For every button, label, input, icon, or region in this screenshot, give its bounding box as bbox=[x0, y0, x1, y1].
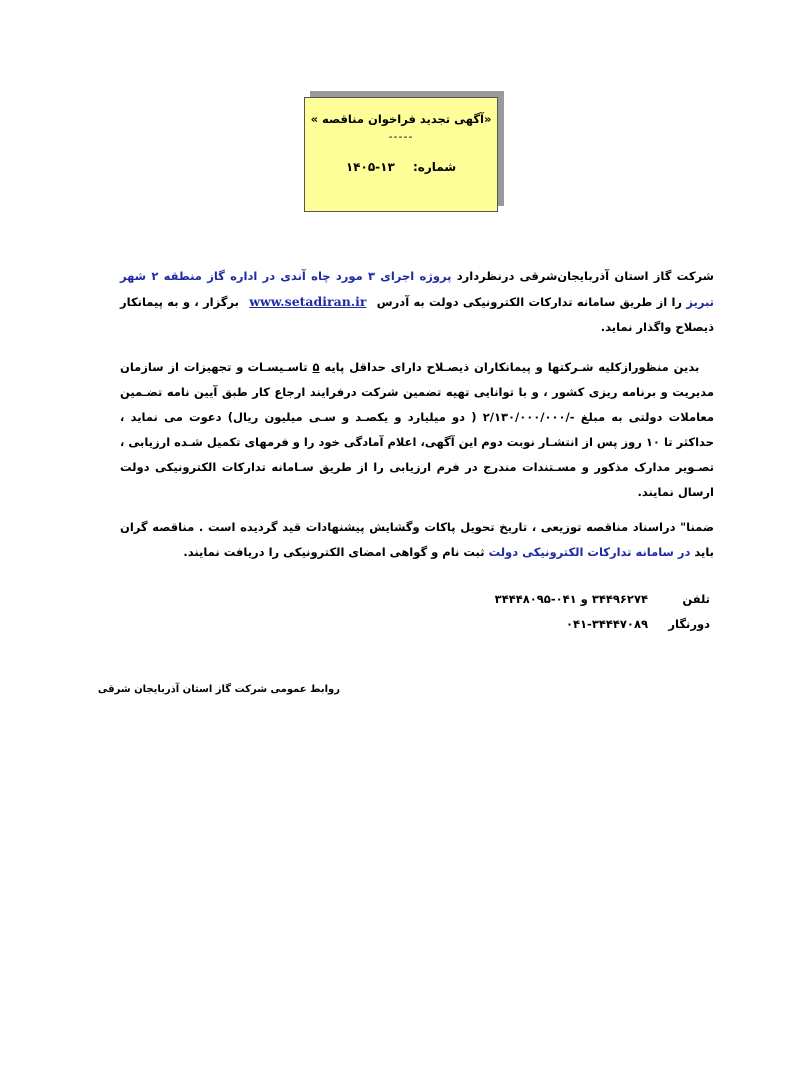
invitation-text-2: تاسـیسـات و تجهیزات از سازمان مدیریت و برنامه ریزی کشور ، و با توانایی تهیه تضمین شرکت درفرایند ارجاع کار طبق آیین نامه تضـمین معاملات دولتی به مبلغ -/۲/۱۳۰/۰۰۰/۰۰۰ ( دو میلیارد و یکصـد و سـی میلیون ریال) دعوت می نماید ، حداکثر تا ۱۰ روز پس از انتشـار نوبت دوم این آگهی، اعلام آمادگی خود را و فرمهای تکمیل شـده ارزیابی ، تصـویر مدارک مذکور و مسـتندات مندرج در فرم ارزیابی را از طریق سـامانه تدارکات الکترونیکی دولت ارسال نمایند. bbox=[120, 360, 715, 499]
fax-value: ۰۴۱-۳۴۴۴۷۰۸۹ bbox=[566, 617, 648, 631]
intro-text-3: برگزار ، و به پیمانکار ذیصلاح واگذار نماید. bbox=[120, 295, 714, 334]
intro-text-1: شرکت گاز استان آذربایجان‌شرقی درنظردارد bbox=[456, 269, 714, 283]
notice-number-label: شماره: bbox=[412, 160, 457, 174]
public-relations-footer: روابط عمومی شرکت گاز استان آذربایجان شرقی bbox=[97, 684, 340, 695]
registration-text-2: ثبت نام و گواهی امضای الکترونیکی را دریافت نمایند. bbox=[183, 545, 485, 559]
e-procurement-system: در سامانه تدارکات الکترونیکی دولت bbox=[488, 545, 691, 559]
registration-text-1: ضمنا" دراسناد مناقصه توزیعی ، تاریخ تحویل پاکات وگشایش پیشنهادات قید گردیده است . مناقصه گران باید bbox=[120, 520, 714, 559]
phone-row bbox=[495, 592, 710, 606]
paragraph-invitation bbox=[120, 355, 714, 505]
paragraph-intro bbox=[120, 264, 714, 340]
intro-text-2: را از طریق سامانه تدارکات الکترونیکی دولت به آدرس bbox=[376, 295, 683, 309]
phone-label: تلفن bbox=[682, 592, 710, 606]
contractor-grade: ۵ bbox=[312, 360, 320, 374]
fax-row bbox=[566, 617, 710, 631]
paragraph-registration bbox=[120, 515, 714, 565]
notice-divider: ----- bbox=[388, 130, 414, 143]
project-title: پروژه اجرای ۳ مورد چاه آندی در اداره گاز منطقه ۲ شهر تبریز bbox=[120, 269, 714, 309]
fax-label: دورنگار bbox=[668, 617, 710, 631]
notice-title: «آگهی تجدید فراخوان مناقصه » bbox=[310, 112, 492, 126]
invitation-text-1: بدین منظورازکلیه شـرکتها و پیمانکاران ذیصـلاح دارای حداقل پایه bbox=[324, 360, 700, 374]
phone-value: ۳۴۴۹۶۲۷۴ و ۰۴۱-۳۴۴۴۸۰۹۵ bbox=[494, 592, 648, 606]
setadiran-link[interactable]: www.setadiran.ir bbox=[249, 294, 367, 309]
notice-header-box bbox=[304, 97, 498, 212]
notice-number-value: ۱۳-۱۴۰۵ bbox=[345, 160, 395, 174]
notice-number-row bbox=[305, 160, 497, 174]
